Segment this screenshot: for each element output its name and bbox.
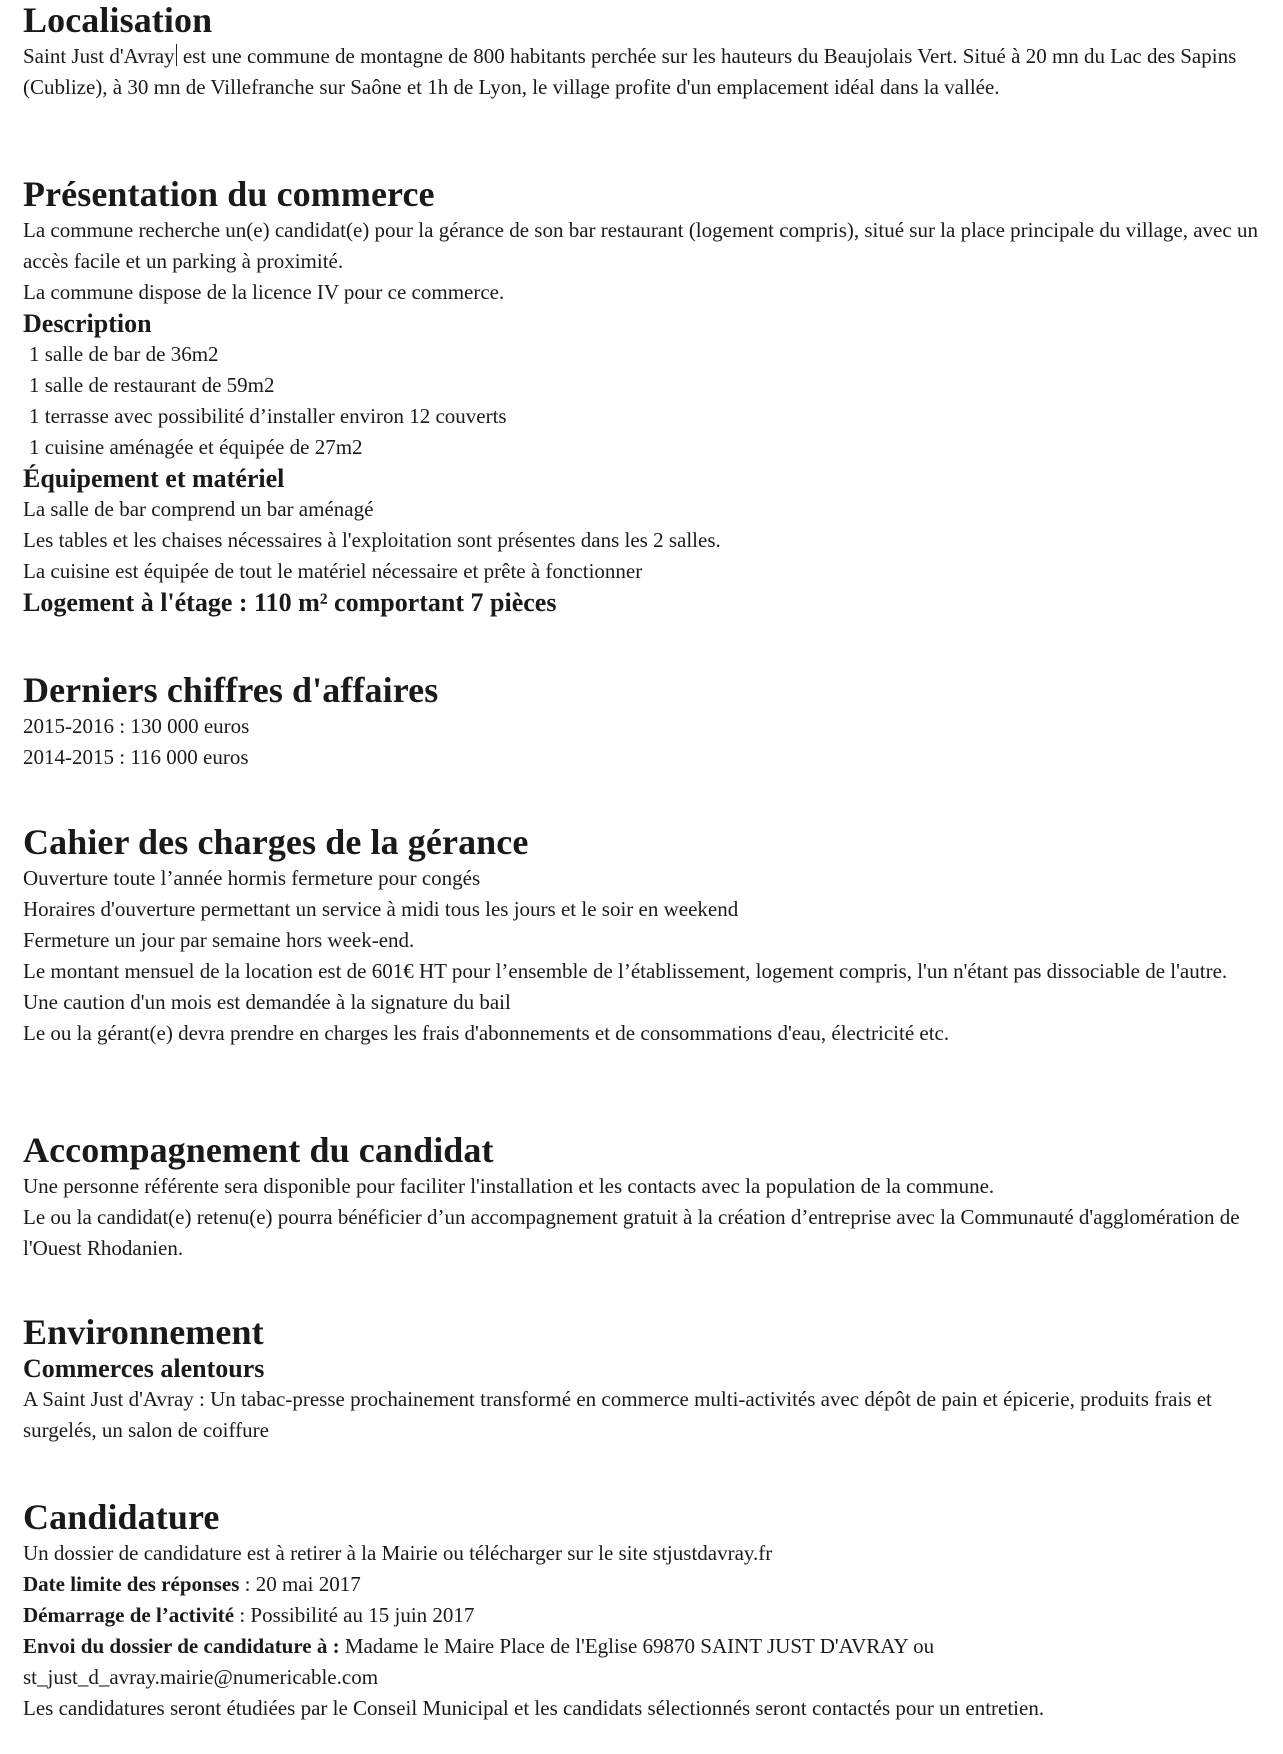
environnement-text: A Saint Just d'Avray : Un tabac-presse prochainement transformé en commerce multi-activités avec dépôt de pain et épicerie, produits frais et surgelés, un salon de coiffure bbox=[23, 1387, 1212, 1442]
accompagnement-item: Une personne référente sera disponible pour faciliter l'installation et les contacts avec la population de la commune. bbox=[23, 1174, 995, 1198]
demarrage-label: Démarrage de l’activité bbox=[23, 1603, 235, 1627]
section-candidature bbox=[23, 1497, 1268, 1724]
cahier-item: Le ou la gérant(e) devra prendre en charges les frais d'abonnements et de consommations d'eau, électricité etc. bbox=[23, 1021, 950, 1045]
cahier-item: Ouverture toute l’année hormis fermeture pour congés bbox=[23, 866, 481, 890]
envoi-value: Madame le Maire Place de l'Eglise 69870 SAINT JUST D'AVRAY ou st_just_d_avray.mairie@numericable.com bbox=[23, 1634, 935, 1689]
description-item: 1 terrasse avec possibilité d’installer environ 12 couverts bbox=[29, 404, 507, 428]
section-title-localisation: Localisation bbox=[23, 0, 213, 40]
envoi-label: Envoi du dossier de candidature à : bbox=[23, 1634, 340, 1658]
section-title-chiffres: Derniers chiffres d'affaires bbox=[23, 670, 439, 710]
section-presentation bbox=[23, 174, 1268, 619]
equipement-item: La cuisine est équipée de tout le matériel nécessaire et prête à fonctionner bbox=[23, 559, 643, 583]
localisation-text-rest: est une commune de montagne de 800 habitants perchée sur les hauteurs du Beaujolais Vert. Situé à 20 mn du Lac des Sapins (Cublize), à 30 mn de Villefranche sur Saône et 1h de Lyon, le village profite d'un emplacement idéal dans la vallée. bbox=[23, 44, 1237, 99]
section-chiffres bbox=[23, 670, 1268, 773]
environnement-subtitle: Commerces alentours bbox=[23, 1354, 265, 1383]
section-cahier bbox=[23, 822, 1268, 1049]
candidature-text-1: Un dossier de candidature est à retirer à la Mairie ou télécharger sur le site stjustdavray.fr bbox=[23, 1541, 773, 1565]
description-item: 1 cuisine aménagée et équipée de 27m2 bbox=[29, 435, 363, 459]
section-title-candidature: Candidature bbox=[23, 1497, 220, 1537]
candidature-date-line bbox=[23, 1569, 1268, 1600]
section-localisation bbox=[23, 0, 1268, 103]
equipement-title: Équipement et matériel bbox=[23, 464, 285, 493]
cahier-item: Une caution d'un mois est demandée à la signature du bail bbox=[23, 990, 511, 1014]
equipement-item: La salle de bar comprend un bar aménagé bbox=[23, 497, 374, 521]
chiffre-item: 2014-2015 : 116 000 euros bbox=[23, 745, 249, 769]
section-accompagnement bbox=[23, 1130, 1268, 1264]
presentation-text-1: La commune recherche un(e) candidat(e) pour la gérance de son bar restaurant (logement compris), situé sur la place principale du village, avec un accès facile et un parking à proximité. bbox=[23, 218, 1258, 273]
equipement-item: Les tables et les chaises nécessaires à l'exploitation sont présentes dans les 2 salles. bbox=[23, 528, 721, 552]
description-item: 1 salle de bar de 36m2 bbox=[29, 342, 219, 366]
candidature-text-last: Les candidatures seront étudiées par le Conseil Municipal et les candidats sélectionnés seront contactés pour un entretien. bbox=[23, 1696, 1045, 1720]
section-title-environnement: Environnement bbox=[23, 1312, 264, 1352]
section-title-cahier: Cahier des charges de la gérance bbox=[23, 822, 529, 862]
presentation-text-2: La commune dispose de la licence IV pour ce commerce. bbox=[23, 280, 505, 304]
date-limite-label: Date limite des réponses bbox=[23, 1572, 240, 1596]
accompagnement-item: Le ou la candidat(e) retenu(e) pourra bénéficier d’un accompagnement gratuit à la création d’entreprise avec la Communauté d'agglomération de l'Ouest Rhodanien. bbox=[23, 1205, 1240, 1260]
description-title: Description bbox=[23, 309, 152, 338]
localisation-text bbox=[23, 41, 1268, 103]
section-environnement bbox=[23, 1312, 1268, 1446]
cahier-item: Horaires d'ouverture permettant un service à midi tous les jours et le soir en weekend bbox=[23, 897, 739, 921]
demarrage-value: : Possibilité au 15 juin 2017 bbox=[234, 1603, 475, 1627]
text-cursor bbox=[176, 44, 177, 66]
cahier-item: Le montant mensuel de la location est de 601€ HT pour l’ensemble de l’établissement, logement compris, l'un n'étant pas dissociable de l'autre. bbox=[23, 959, 1228, 983]
section-title-presentation: Présentation du commerce bbox=[23, 174, 435, 214]
candidature-demarrage-line bbox=[23, 1600, 1268, 1631]
section-title-accompagnement: Accompagnement du candidat bbox=[23, 1130, 494, 1170]
description-item: 1 salle de restaurant de 59m2 bbox=[29, 373, 275, 397]
chiffre-item: 2015-2016 : 130 000 euros bbox=[23, 714, 250, 738]
logement-line: Logement à l'étage : 110 m² comportant 7 pièces bbox=[23, 588, 557, 617]
date-limite-value: : 20 mai 2017 bbox=[239, 1572, 361, 1596]
cahier-item: Fermeture un jour par semaine hors week-end. bbox=[23, 928, 415, 952]
candidature-envoi-line bbox=[23, 1631, 1268, 1693]
localisation-text-start: Saint Just d'Avray bbox=[23, 44, 175, 68]
